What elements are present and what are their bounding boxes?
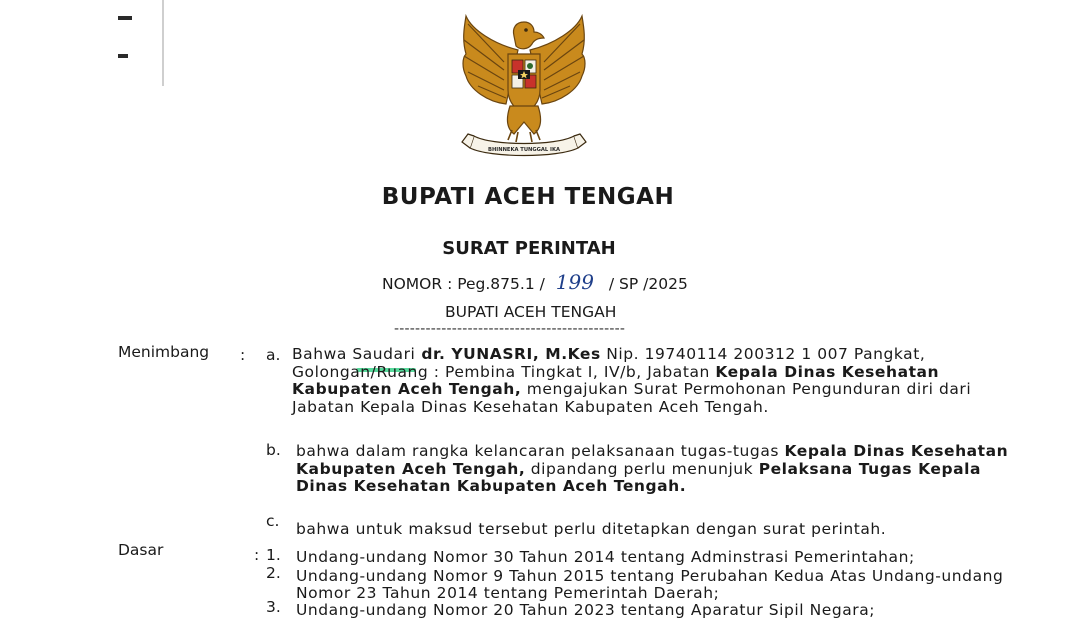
crest-motto: BHINNEKA TUNGGAL IKA <box>488 147 560 153</box>
dasar-item-3: Undang-undang Nomor 20 Tahun 2023 tentang Aparatur Sipil Negara; <box>296 601 876 619</box>
menimbang-item-a: Bahwa Saudari dr. YUNASRI, M.Kes Nip. 19740114 200312 1 007 Pangkat, Golongan/Ruang : Pembina Tingkat I, IV/b, Jabatan Kepala Dinas Kesehatan Kabupaten Aceh Tengah, mengajukan Surat Permohonan Pengunduran diri dari Jabatan Kepala Dinas Kesehatan Kabupaten Aceh Tengah. <box>292 345 972 416</box>
item-marker-c: c. <box>266 512 280 530</box>
scan-dash-mark <box>118 16 132 20</box>
scan-edge-mark <box>116 0 164 86</box>
document-number <box>382 270 688 294</box>
garuda-pancasila-icon <box>454 10 594 162</box>
menimbang-colon: : <box>240 346 246 364</box>
handwritten-number: 199 <box>555 270 594 294</box>
number-prefix: NOMOR : Peg.875.1 / <box>382 275 545 293</box>
dasar-item-2-line1: Undang-undang Nomor 9 Tahun 2015 tentang Perubahan Kedua Atas Undang-undang <box>296 567 1004 585</box>
dasar-marker-1: 1. <box>266 546 281 564</box>
dasar-item-1: Undang-undang Nomor 30 Tahun 2014 tentang Adminstrasi Pemerintahan; <box>296 548 915 566</box>
item-marker-a: a. <box>266 346 281 364</box>
document-subtitle: BUPATI ACEH TENGAH <box>445 303 617 321</box>
menimbang-item-b: bahwa dalam rangka kelancaran pelaksanaan tugas-tugas Kepala Dinas Kesehatan Kabupaten Aceh Tengah, dipandang perlu menunjuk Pelaksana Tugas Kepala Dinas Kesehatan Kabupaten Aceh Tengah. <box>296 442 1009 496</box>
menimbang-item-c: bahwa untuk maksud tersebut perlu ditetapkan dengan surat perintah. <box>296 520 887 538</box>
separator-line: -------------------------------------------- <box>394 321 626 337</box>
saudari-word: Saudari <box>352 345 416 363</box>
item-marker-b: b. <box>266 441 281 459</box>
menimbang-label: Menimbang <box>118 343 210 361</box>
dasar-colon: : <box>254 546 260 564</box>
dasar-marker-3: 3. <box>266 598 281 616</box>
scan-dash-mark <box>118 54 128 58</box>
document-title: BUPATI ACEH TENGAH <box>381 184 675 210</box>
number-suffix: / SP /2025 <box>608 275 688 293</box>
dasar-marker-2: 2. <box>266 564 281 582</box>
dasar-label: Dasar <box>118 541 164 559</box>
dasar-item-2-line2: Nomor 23 Tahun 2014 tentang Pemerintah Daerah; <box>296 584 720 602</box>
document-type: SURAT PERINTAH <box>442 238 616 259</box>
